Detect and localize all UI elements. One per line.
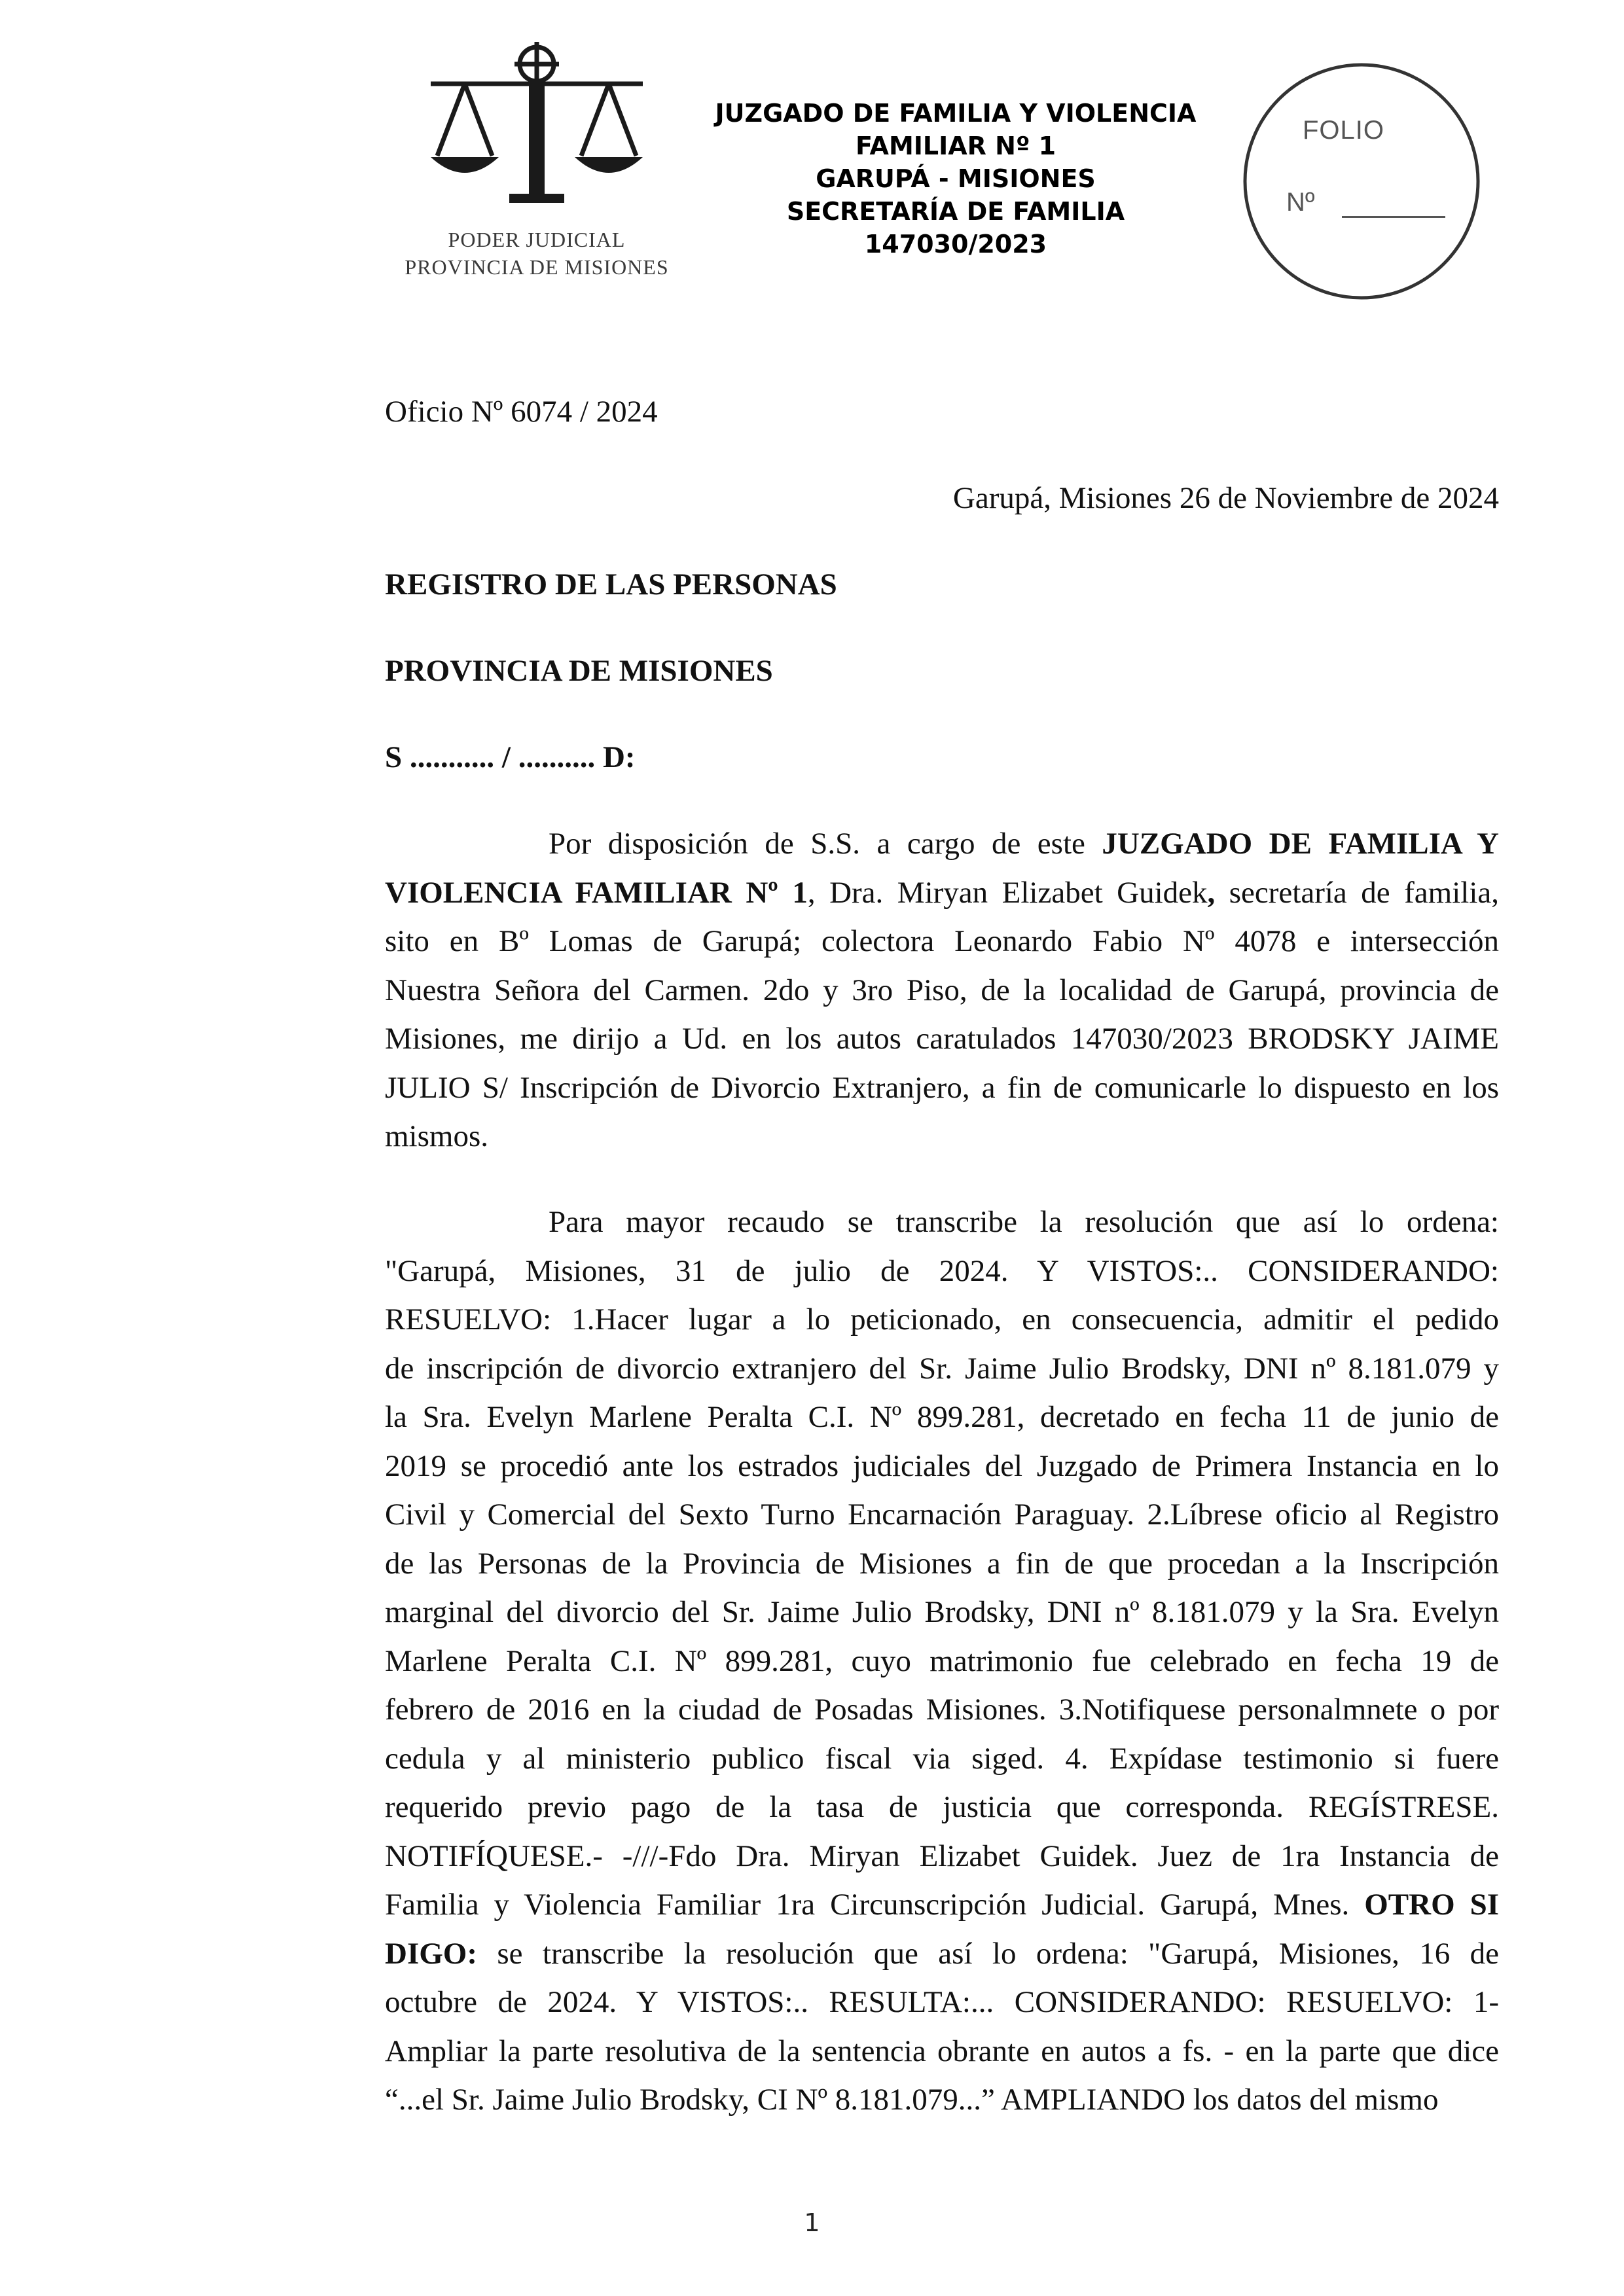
folio-label: FOLIO bbox=[1303, 116, 1385, 145]
text-run: "Garupá, Misiones, 31 de julio de 2024. Y VISTOS:.. CONSIDERANDO: bbox=[385, 1253, 1499, 1288]
text-run: Ampliar la parte resolutiva de la sentencia obrante en autos a fs. - en la parte que dice bbox=[385, 2034, 1499, 2068]
folio-circle-icon bbox=[1240, 60, 1483, 302]
paragraph-line bbox=[385, 1393, 1499, 1442]
paragraph-line bbox=[385, 1783, 1499, 1832]
logo-caption-line2: PROVINCIA DE MISIONES bbox=[405, 255, 669, 279]
paragraph-line bbox=[385, 1734, 1499, 1784]
paragraph-resolucion bbox=[385, 1198, 1499, 2125]
court-header-line: GARUPÁ - MISIONES bbox=[816, 164, 1096, 193]
text-run: Por disposición de S.S. a cargo de este bbox=[549, 827, 1102, 861]
text-run: Nuestra Señora del Carmen. 2do y 3ro Piso, de la localidad de Garupá, provincia de bbox=[385, 973, 1499, 1007]
text-run: Misiones, me dirijo a Ud. en los autos caratulados 147030/2023 BRODSKY JAIME bbox=[385, 1022, 1499, 1056]
oficio-number: Oficio Nº 6074 / 2024 bbox=[385, 395, 658, 429]
paragraph-line bbox=[385, 1929, 1499, 1979]
text-run: de inscripción de divorcio extranjero del Sr. Jaime Julio Brodsky, DNI nº 8.181.079 y bbox=[385, 1351, 1499, 1386]
text-run: , Dra. Miryan Elizabet Guidek bbox=[807, 875, 1208, 910]
text-run: sito en Bº Lomas de Garupá; colectora Leonardo Fabio Nº 4078 e intersección bbox=[385, 924, 1499, 958]
paragraph-line bbox=[385, 1978, 1499, 2027]
text-run: octubre de 2024. Y VISTOS:.. RESULTA:... CONSIDERANDO: RESUELVO: 1- bbox=[385, 1985, 1499, 2019]
text-run: febrero de 2016 en la ciudad de Posadas Misiones. 3.Notifiquese personalmnete o por bbox=[385, 1693, 1499, 1727]
court-header-line: SECRETARÍA DE FAMILIA bbox=[786, 197, 1125, 226]
text-run: “...el Sr. Jaime Julio Brodsky, CI Nº 8.181.079...” AMPLIANDO los datos del mismo bbox=[385, 2083, 1439, 2117]
text-run: mismos. bbox=[385, 1119, 489, 1153]
text-run: Marlene Peralta C.I. Nº 899.281, cuyo matrimonio fue celebrado en fecha 19 de bbox=[385, 1643, 1499, 1678]
text-run: RESUELVO: 1.Hacer lugar a lo peticionado, en consecuencia, admitir el pedido bbox=[385, 1302, 1499, 1336]
paragraph-line bbox=[385, 1064, 1499, 1113]
text-run: JULIO S/ Inscripción de Divorcio Extranjero, a fin de comunicarle lo dispuesto en los bbox=[385, 1070, 1499, 1105]
paragraph-line bbox=[385, 1344, 1499, 1393]
recipient-line-2: PROVINCIA DE MISIONES bbox=[385, 654, 773, 688]
paragraph-line bbox=[385, 1637, 1499, 1686]
paragraph-line bbox=[385, 966, 1499, 1015]
text-run: cedula y al ministerio publico fiscal via siged. 4. Expídase testimonio si fuere bbox=[385, 1741, 1499, 1776]
paragraph-line bbox=[385, 2075, 1499, 2125]
text-run: NOTIFÍQUESE.- -///-Fdo Dra. Miryan Elizabet Guidek. Juez de 1ra Instancia de bbox=[385, 1839, 1499, 1873]
paragraph-line bbox=[385, 869, 1499, 918]
text-run: Para mayor recaudo se transcribe la resolución que así lo ordena: bbox=[549, 1205, 1499, 1239]
court-header-line: FAMILIAR Nº 1 bbox=[855, 132, 1056, 160]
bold-text: VIOLENCIA FAMILIAR Nº 1 bbox=[385, 875, 808, 910]
paragraph-line bbox=[385, 1685, 1499, 1734]
paragraph-line bbox=[385, 1014, 1499, 1064]
paragraph-line bbox=[385, 1442, 1499, 1491]
text-run: Familia y Violencia Familiar 1ra Circunscripción Judicial. Garupá, Mnes. bbox=[385, 1888, 1365, 1922]
paragraph-line bbox=[385, 1112, 1499, 1161]
paragraph-line bbox=[385, 917, 1499, 966]
poder-judicial-logo bbox=[399, 39, 674, 288]
paragraph-line bbox=[385, 1539, 1499, 1588]
logo-caption-line1: PODER JUDICIAL bbox=[448, 228, 626, 251]
salutation: S ........... / .......... D: bbox=[385, 740, 636, 774]
bold-text: DIGO: bbox=[385, 1936, 477, 1971]
paragraph-line bbox=[385, 1295, 1499, 1344]
text-run: la Sra. Evelyn Marlene Peralta C.I. Nº 899.281, decretado en fecha 11 de junio de bbox=[385, 1400, 1499, 1434]
text-run: secretaría de familia, bbox=[1215, 875, 1499, 910]
text-run: se transcribe la resolución que así lo ordena: "Garupá, Misiones, 16 de bbox=[477, 1936, 1499, 1971]
text-run: de las Personas de la Provincia de Misiones a fin de que procedan a la Inscripción bbox=[385, 1546, 1499, 1581]
paragraph-line bbox=[385, 1490, 1499, 1539]
bold-text: , bbox=[1207, 875, 1216, 910]
court-header bbox=[687, 97, 1224, 260]
text-run: 2019 se procedió ante los estrados judiciales del Juzgado de Primera Instancia en lo bbox=[385, 1448, 1499, 1483]
paragraph-line bbox=[385, 1588, 1499, 1637]
bold-text: OTRO SI bbox=[1364, 1888, 1499, 1922]
document-date: Garupá, Misiones 26 de Noviembre de 2024 bbox=[952, 481, 1499, 515]
paragraph-line bbox=[385, 1198, 1499, 1247]
paragraph-line bbox=[385, 819, 1499, 869]
folio-stamp bbox=[1240, 60, 1483, 302]
scales-of-justice-icon bbox=[425, 39, 648, 223]
paragraph-line bbox=[385, 1832, 1499, 1881]
recipient-line-1: REGISTRO DE LAS PERSONAS bbox=[385, 567, 837, 601]
paragraph-line bbox=[385, 2027, 1499, 2076]
folio-number-label: Nº bbox=[1286, 188, 1315, 217]
bold-text: JUZGADO DE FAMILIA Y bbox=[1102, 827, 1499, 861]
paragraph-line bbox=[385, 1247, 1499, 1296]
case-number: 147030/2023 bbox=[864, 230, 1047, 259]
court-header-line: JUZGADO DE FAMILIA Y VIOLENCIA bbox=[715, 99, 1197, 128]
paragraph-disposicion bbox=[385, 819, 1499, 1161]
text-run: requerido previo pago de la tasa de justicia que corresponda. REGÍSTRESE. bbox=[385, 1790, 1499, 1824]
text-run: marginal del divorcio del Sr. Jaime Julio Brodsky, DNI nº 8.181.079 y la Sra. Evelyn bbox=[385, 1595, 1499, 1629]
paragraph-line bbox=[385, 1880, 1499, 1929]
text-run: Civil y Comercial del Sexto Turno Encarnación Paraguay. 2.Líbrese oficio al Registro bbox=[385, 1498, 1499, 1532]
page-number: 1 bbox=[804, 2208, 820, 2237]
folio-number-blank bbox=[1342, 216, 1445, 218]
